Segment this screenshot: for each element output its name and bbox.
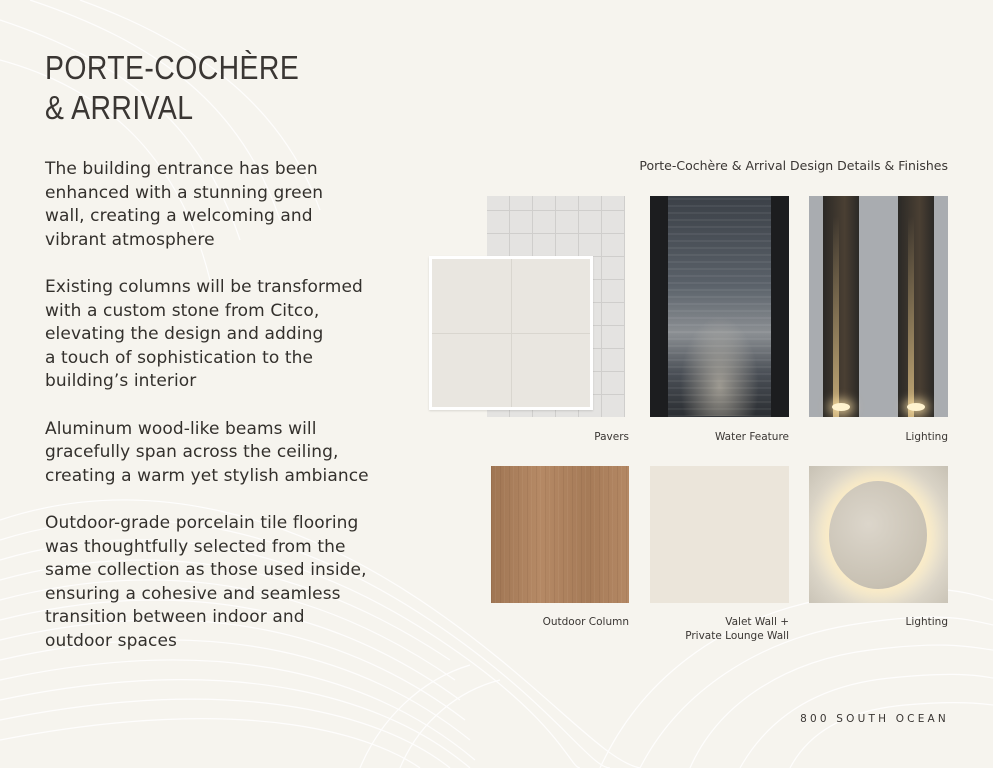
paragraph-beams: Aluminum wood-like beams will gracefully span across the ceiling, creating a warm yet stylish ambiance	[45, 418, 369, 486]
caption-lighting-1: Lighting	[905, 431, 948, 443]
paragraph-entrance: The building entrance has been enhanced with a stunning green wall, creating a welcoming and vibrant atmosphere	[45, 159, 324, 250]
caption-lighting-2: Lighting	[905, 616, 948, 628]
lighting-swatch-linear	[809, 196, 948, 417]
outdoor-column-swatch	[491, 466, 629, 603]
finishes-heading: Porte-Cochère & Arrival Design Details & Finishes	[639, 158, 948, 173]
description-text	[45, 158, 405, 677]
pavers-swatch-tile	[429, 256, 593, 410]
page-title-line-1: PORTE-COCHÈRE	[45, 49, 300, 86]
caption-pavers: Pavers	[594, 431, 629, 443]
caption-water-feature: Water Feature	[714, 431, 789, 443]
page-title-line-2: & ARRIVAL	[45, 89, 194, 126]
paragraph-columns: Existing columns will be transformed with a custom stone from Citco, elevating the design and adding a touch of sophistication to the building’s interior	[45, 276, 363, 392]
footer-brand: 800 SOUTH OCEAN	[800, 713, 949, 725]
lighting-swatch-disc	[809, 466, 948, 603]
water-feature-swatch	[650, 196, 789, 417]
caption-valet-wall: Valet Wall + Private Lounge Wall	[685, 616, 789, 642]
page-title	[45, 48, 299, 128]
valet-wall-swatch	[650, 466, 789, 603]
caption-outdoor-column: Outdoor Column	[542, 616, 629, 628]
paragraph-flooring: Outdoor-grade porcelain tile flooring was thoughtfully selected from the same collection as those used inside, ensuring a cohesive and seamless transition between indoor and outdoor spaces	[45, 512, 367, 651]
